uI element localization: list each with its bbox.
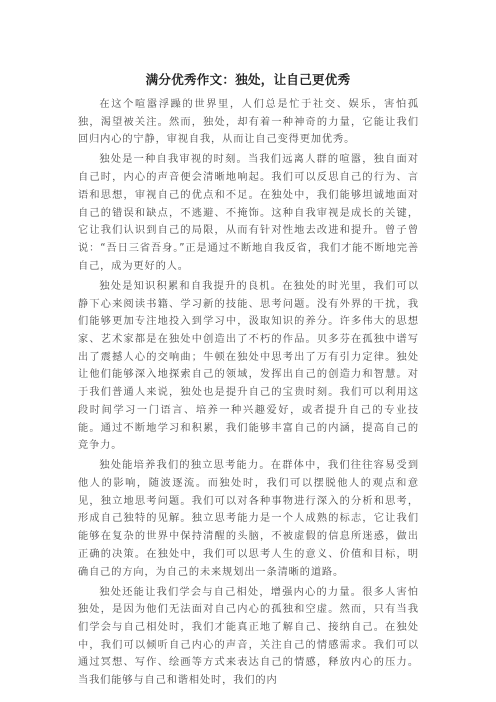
paragraph-inner-strength: 独处还能让我们学会与自己相处，增强内心的力量。很多人害怕独处，是因为他们无法面对自己内心的孤独和空虚。然而，只有当我们学会与自己相处时，我们才能真正地了解自己、接纳自己。在独处中，我们可以倾听自己内心的声音，关注自己的情感需求。我们可以通过冥想、写作、绘画等方式来表达自己的情感，释放内心的压力。当我们能够与自己和谐相处时，我们的内 <box>78 586 419 687</box>
paragraph-knowledge: 独处是知识积累和自我提升的良机。在独处的时光里，我们可以静下心来阅读书籍、学习新的技能、思考问题。没有外界的干扰，我们能够更加专注地投入到学习中，汲取知识的养分。许多伟大的思想家、艺术家都是在独处中创造出了不朽的作品。贝多芬在孤独中谱写出了震撼人心的交响曲；牛顿在独处中思考出了万有引力定律。独处让他们能够深入地探索自己的领域，发挥出自己的创造力和智慧。对于我们普通人来说，独处也是提升自己的宝贵时刻。我们可以利用这段时间学习一门语言、培养一种兴趣爱好，或者提升自己的专业技能。通过不断地学习和积累，我们能够丰富自己的内涵，提高自己的竞争力。 <box>78 280 419 452</box>
paragraph-independent-thinking: 独处能培养我们的独立思考能力。在群体中，我们往往容易受到他人的影响，随波逐流。而独处时，我们可以摆脱他人的观点和意见，独立地思考问题。我们可以对各种事物进行深入的分析和思考，形成自己独特的见解。独立思考能力是一个人成熟的标志，它让我们能够在复杂的世界中保持清醒的头脑，不被虚假的信息所迷惑，做出正确的决策。在独处中，我们可以思考人生的意义、价值和目标，明确自己的方向，为自己的未来规划出一条清晰的道路。 <box>78 460 419 578</box>
paragraph-self-reflection: 独处是一种自我审视的时刻。当我们远离人群的喧嚣，独自面对自己时，内心的声音便会清晰地响起。我们可以反思自己的行为、言语和思想，审视自己的优点和不足。在独处中，我们能够坦诚地面对自己的错误和缺点，不逃避、不掩饰。这种自我审视是成长的关键，它让我们认识到自己的局限，从而有针对性地去改进和提升。曾子曾说：“吾日三省吾身。”正是通过不断地自我反省，我们才能不断地完善自己，成为更好的人。 <box>78 154 419 272</box>
paragraph-intro: 在这个喧嚣浮躁的世界里，人们总是忙于社交、娱乐，害怕孤独，渴望被关注。然而，独处，却有着一种神奇的力量，它能让我们回归内心的宁静，审视自我，从而让自己变得更加优秀。 <box>78 99 419 146</box>
essay-body <box>78 96 419 692</box>
essay-title: 满分优秀作文：独处，让自己更优秀 <box>145 72 351 87</box>
